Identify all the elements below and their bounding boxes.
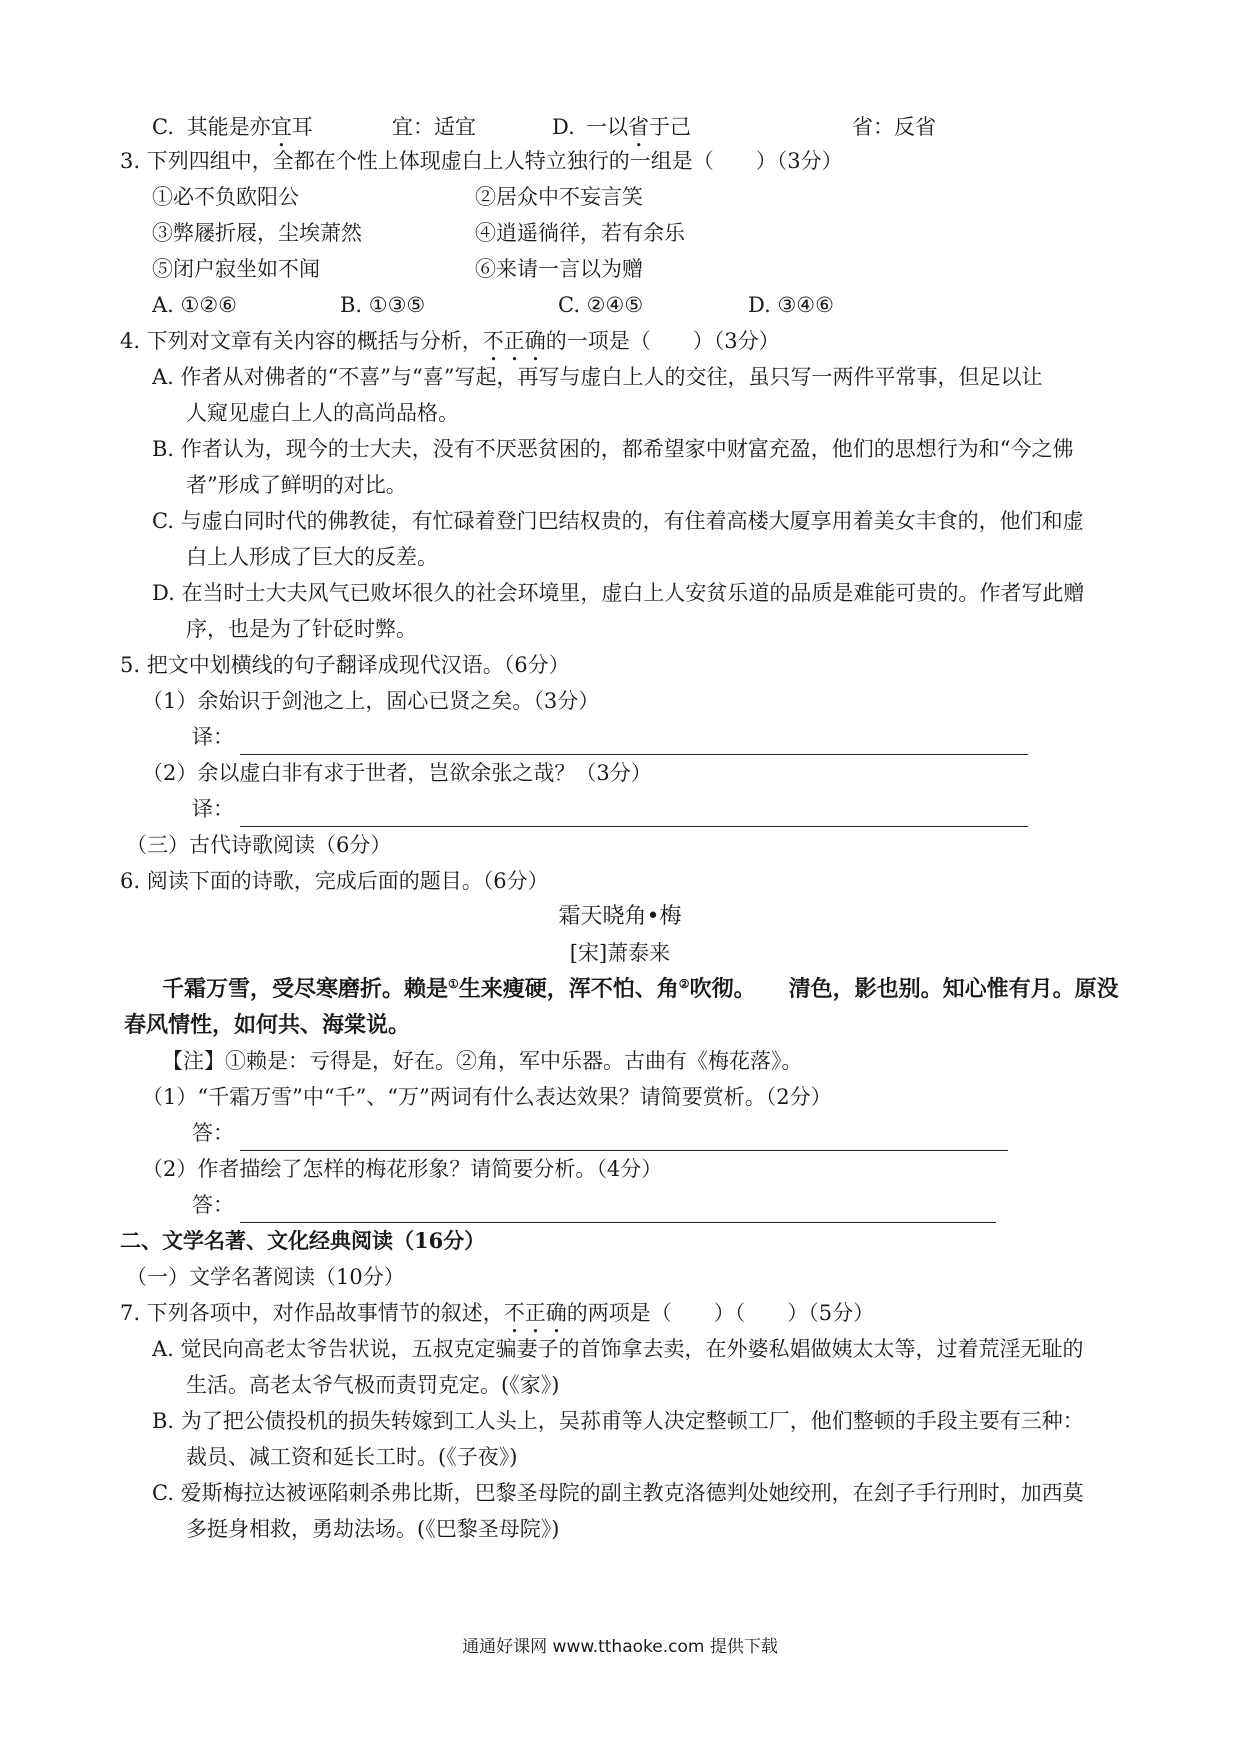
q7-stem-post: 的两项是（ ）（ ）（5分） <box>566 1301 875 1325</box>
q5-yi-label-1: 译： <box>192 725 234 749</box>
q6-da-label-1: 答： <box>192 1121 234 1145</box>
q7-option-b-l1: B. 为了把公债投机的损失转嫁到工人头上，吴荪甫等人决定整顿工厂，他们整顿的手段主要有三种： <box>152 1409 1084 1433</box>
section-3-heading: （三）古代诗歌阅读（6分） <box>126 833 392 857</box>
poem-l1-part-b: 生来瘦硬，浑不怕、角 <box>458 976 679 1002</box>
q5-sub2: （2）余以虚白非有求于世者，岂欲余张之哉？（3分） <box>142 761 652 785</box>
page-footer: 通通好课网 www.tthaoke.com 提供下载 <box>462 1637 778 1657</box>
q3-item-5: ⑤闭户寂坐如不闻 <box>152 257 320 281</box>
q7-option-a-l1: A. 觉民向高老太爷告状说，五叔克定骗妻子的首饰拿去卖，在外婆私娼做姨太太等，过着荒淫无耻的 <box>152 1337 1084 1361</box>
q7-option-c-l2: 多挺身相救，勇劫法场。(《巴黎圣母院》) <box>186 1517 560 1541</box>
poem-l1-part-c: 吹彻。 清色，影也别。知心惟有月。原没 <box>689 976 1119 1002</box>
q7-stem-emph: 不正确 <box>503 1301 567 1325</box>
q6-sub2: （2）作者描绘了怎样的梅花形象？请简要分析。（4分） <box>142 1157 663 1181</box>
q4-stem <box>120 326 780 356</box>
q7-option-a-l2: 生活。高老太爷气极而责罚克定。(《家》) <box>186 1373 560 1397</box>
q4-option-d-l2: 序，也是为了针砭时弊。 <box>186 617 417 641</box>
option-c-text: 其能是亦宜耳 <box>186 115 313 139</box>
q7-stem <box>120 1298 874 1328</box>
q4-stem-post: 的一项是（ ）（3分） <box>545 329 780 353</box>
q4-option-a-l2: 人窥见虚白上人的高尚品格。 <box>186 401 459 425</box>
q3-stem: 3. 下列四组中，全都在个性上体现虚白上人特立独行的一组是（ ）（3分） <box>120 149 843 173</box>
poem-l1-part-a: 千霜万雪，受尽寒磨折。赖是 <box>162 976 449 1002</box>
q7-stem-pre: 7. 下列各项中，对作品故事情节的叙述， <box>120 1301 504 1325</box>
q3-option-b: B. ①③⑤ <box>340 293 426 317</box>
poem-line-2: 春风情性，如何共、海棠说。 <box>124 1012 411 1038</box>
q4-stem-emph: 不正确 <box>482 329 546 353</box>
option-d-gloss: 省：反省 <box>852 115 936 139</box>
q4-option-c-l2: 白上人形成了巨大的反差。 <box>186 545 438 569</box>
q7-option-b-l2: 裁员、减工资和延长工时。(《子夜》) <box>186 1445 518 1469</box>
q4-option-c-l1: C. 与虚白同时代的佛教徒，有忙碌着登门巴结权贵的，有住着高楼大厦享用着美女丰食的，他们和虚 <box>152 509 1084 533</box>
q5-yi-label-2: 译： <box>192 797 234 821</box>
poem-title: 霜天晓角•梅 <box>558 904 682 929</box>
q6-da-label-2: 答： <box>192 1193 234 1217</box>
q3-option-d: D. ③④⑥ <box>748 293 834 317</box>
q4-option-d-l1: D. 在当时士大夫风气已败坏很久的社会环境里，虚白上人安贫乐道的品质是难能可贵的。作者写此赠 <box>152 581 1085 605</box>
q4-stem-pre: 4. 下列对文章有关内容的概括与分析， <box>120 329 483 353</box>
q3-item-4: ④逍遥徜徉，若有余乐 <box>475 221 685 245</box>
q5-stem: 5. 把文中划横线的句子翻译成现代汉语。（6分） <box>120 653 570 677</box>
answer-line[interactable] <box>240 1222 996 1223</box>
part-2-heading: 二、文学名著、文化经典阅读（16分） <box>120 1228 486 1253</box>
q5-sub1: （1）余始识于剑池之上，固心已贤之矣。（3分） <box>142 689 600 713</box>
option-d-text: 一以省于己 <box>586 115 691 139</box>
option-d-label: D. <box>552 115 575 139</box>
q3-item-2: ②居众中不妄言笑 <box>475 185 643 209</box>
q3-option-a: A. ①②⑥ <box>152 293 237 317</box>
answer-line[interactable] <box>240 1150 1008 1151</box>
q7-option-c-l1: C. 爱斯梅拉达被诬陷刺杀弗比斯，巴黎圣母院的副主教克洛德判处她绞刑，在刽子手行刑时，加西莫 <box>152 1481 1084 1505</box>
option-c-label: C. <box>152 115 174 139</box>
answer-line[interactable] <box>240 754 1028 755</box>
answer-line[interactable] <box>240 826 1028 827</box>
poem-line-1 <box>162 974 1119 1004</box>
q4-option-b-l1: B. 作者认为，现今的士大夫，没有不厌恶贫困的，都希望家中财富充盈，他们的思想行为和“今之佛 <box>152 437 1074 461</box>
q4-option-a-l1: A. 作者从对佛者的“不喜”与“喜”写起，再写与虚白上人的交往，虽只写一两件平常事，但足以让 <box>152 365 1043 389</box>
q2-options-cd <box>152 112 936 142</box>
subsection-1-heading: （一）文学名著阅读（10分） <box>126 1265 405 1289</box>
q3-item-3: ③弊屦折屐，尘埃萧然 <box>152 221 362 245</box>
q3-item-1: ①必不负欧阳公 <box>152 185 299 209</box>
footnote-marker-1: ① <box>448 977 459 991</box>
footnote-marker-2: ② <box>678 977 690 991</box>
q3-option-c: C. ②④⑤ <box>558 293 644 317</box>
option-c-gloss: 宜：适宜 <box>392 115 476 139</box>
q4-option-b-l2: 者”形成了鲜明的对比。 <box>186 473 407 497</box>
poem-author: [宋]萧泰来 <box>569 941 671 965</box>
q3-item-6: ⑥来请一言以为赠 <box>475 257 643 281</box>
poem-note: 【注】①赖是：亏得是，好在。②角，军中乐器。古曲有《梅花落》。 <box>162 1049 803 1073</box>
q6-stem: 6. 阅读下面的诗歌，完成后面的题目。（6分） <box>120 869 549 893</box>
q6-sub1: （1）“千霜万雪”中“千”、“万”两词有什么表达效果？请简要赏析。（2分） <box>142 1085 832 1109</box>
